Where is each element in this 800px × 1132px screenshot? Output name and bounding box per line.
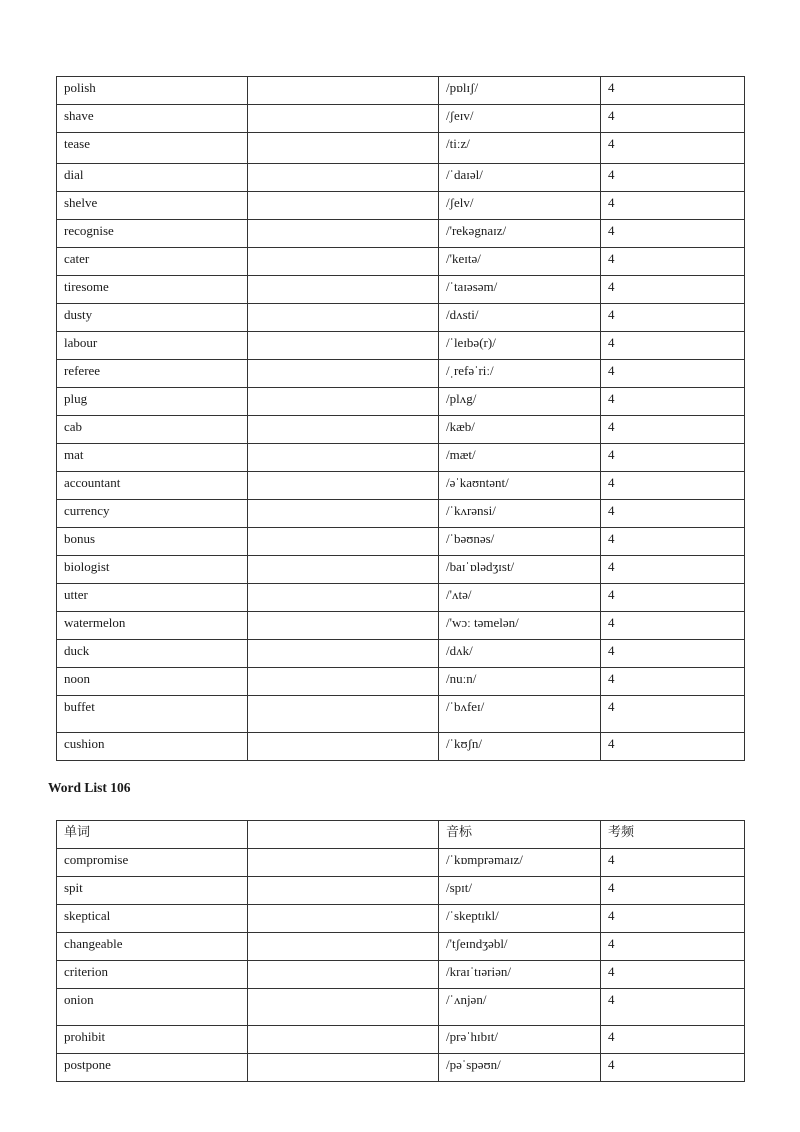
cell-word: changeable bbox=[57, 933, 248, 961]
cell-meaning bbox=[248, 612, 439, 640]
cell-word: postpone bbox=[57, 1054, 248, 1082]
cell-meaning bbox=[248, 220, 439, 248]
header-word: 单词 bbox=[57, 821, 248, 849]
cell-phonetic: /ˈʌnjən/ bbox=[439, 989, 601, 1026]
cell-word: plug bbox=[57, 388, 248, 416]
cell-word: dusty bbox=[57, 304, 248, 332]
cell-phonetic: /ʃeɪv/ bbox=[439, 105, 601, 133]
cell-word: mat bbox=[57, 444, 248, 472]
cell-frequency: 4 bbox=[601, 696, 745, 733]
cell-phonetic: /ˈleɪbə(r)/ bbox=[439, 332, 601, 360]
table-row bbox=[57, 933, 745, 961]
cell-meaning bbox=[248, 849, 439, 877]
header-phonetic: 音标 bbox=[439, 821, 601, 849]
cell-meaning bbox=[248, 472, 439, 500]
cell-meaning bbox=[248, 77, 439, 105]
cell-phonetic: /plʌg/ bbox=[439, 388, 601, 416]
cell-meaning bbox=[248, 444, 439, 472]
table-row bbox=[57, 133, 745, 164]
header-frequency: 考频 bbox=[601, 821, 745, 849]
table-row bbox=[57, 961, 745, 989]
cell-frequency: 4 bbox=[601, 276, 745, 304]
table-row bbox=[57, 556, 745, 584]
cell-meaning bbox=[248, 1054, 439, 1082]
cell-frequency: 4 bbox=[601, 388, 745, 416]
cell-meaning bbox=[248, 640, 439, 668]
cell-word: currency bbox=[57, 500, 248, 528]
table-row bbox=[57, 444, 745, 472]
cell-phonetic: /ˌrefəˈriː/ bbox=[439, 360, 601, 388]
table-row bbox=[57, 849, 745, 877]
cell-meaning bbox=[248, 248, 439, 276]
cell-meaning bbox=[248, 388, 439, 416]
cell-frequency: 4 bbox=[601, 961, 745, 989]
cell-phonetic: /nuːn/ bbox=[439, 668, 601, 696]
cell-frequency: 4 bbox=[601, 220, 745, 248]
cell-phonetic: /'rekəgnaɪz/ bbox=[439, 220, 601, 248]
table-row bbox=[57, 733, 745, 761]
cell-frequency: 4 bbox=[601, 105, 745, 133]
table-row bbox=[57, 877, 745, 905]
cell-frequency: 4 bbox=[601, 877, 745, 905]
cell-frequency: 4 bbox=[601, 304, 745, 332]
cell-frequency: 4 bbox=[601, 668, 745, 696]
table-row bbox=[57, 416, 745, 444]
table-row bbox=[57, 528, 745, 556]
word-table-1 bbox=[56, 76, 745, 761]
cell-phonetic: /prəˈhɪbɪt/ bbox=[439, 1026, 601, 1054]
cell-meaning bbox=[248, 105, 439, 133]
table-row bbox=[57, 248, 745, 276]
cell-phonetic: /kæb/ bbox=[439, 416, 601, 444]
table-row bbox=[57, 905, 745, 933]
cell-word: onion bbox=[57, 989, 248, 1026]
cell-word: shelve bbox=[57, 192, 248, 220]
cell-word: bonus bbox=[57, 528, 248, 556]
cell-frequency: 4 bbox=[601, 164, 745, 192]
cell-frequency: 4 bbox=[601, 612, 745, 640]
cell-phonetic: /spɪt/ bbox=[439, 877, 601, 905]
cell-phonetic: /'tʃeɪndʒəbl/ bbox=[439, 933, 601, 961]
cell-word: criterion bbox=[57, 961, 248, 989]
cell-meaning bbox=[248, 500, 439, 528]
cell-word: buffet bbox=[57, 696, 248, 733]
cell-phonetic: /əˈkaʊntənt/ bbox=[439, 472, 601, 500]
cell-word: spit bbox=[57, 877, 248, 905]
cell-word: duck bbox=[57, 640, 248, 668]
cell-meaning bbox=[248, 989, 439, 1026]
table-row bbox=[57, 696, 745, 733]
cell-phonetic: /dʌsti/ bbox=[439, 304, 601, 332]
cell-frequency: 4 bbox=[601, 933, 745, 961]
table-row bbox=[57, 360, 745, 388]
cell-frequency: 4 bbox=[601, 133, 745, 164]
table-row bbox=[57, 612, 745, 640]
cell-meaning bbox=[248, 1026, 439, 1054]
cell-meaning bbox=[248, 192, 439, 220]
cell-meaning bbox=[248, 133, 439, 164]
table-row bbox=[57, 584, 745, 612]
cell-meaning bbox=[248, 360, 439, 388]
cell-word: referee bbox=[57, 360, 248, 388]
cell-frequency: 4 bbox=[601, 849, 745, 877]
cell-word: labour bbox=[57, 332, 248, 360]
cell-frequency: 4 bbox=[601, 584, 745, 612]
cell-frequency: 4 bbox=[601, 1054, 745, 1082]
cell-word: cushion bbox=[57, 733, 248, 761]
cell-word: compromise bbox=[57, 849, 248, 877]
cell-meaning bbox=[248, 416, 439, 444]
table-row bbox=[57, 332, 745, 360]
cell-meaning bbox=[248, 584, 439, 612]
cell-frequency: 4 bbox=[601, 556, 745, 584]
cell-meaning bbox=[248, 332, 439, 360]
cell-meaning bbox=[248, 877, 439, 905]
cell-frequency: 4 bbox=[601, 472, 745, 500]
cell-frequency: 4 bbox=[601, 248, 745, 276]
table-row bbox=[57, 192, 745, 220]
cell-word: tiresome bbox=[57, 276, 248, 304]
cell-word: dial bbox=[57, 164, 248, 192]
cell-phonetic: /kraɪˈtɪəriən/ bbox=[439, 961, 601, 989]
cell-meaning bbox=[248, 733, 439, 761]
cell-word: noon bbox=[57, 668, 248, 696]
cell-word: shave bbox=[57, 105, 248, 133]
cell-frequency: 4 bbox=[601, 989, 745, 1026]
section-title: Word List 106 bbox=[48, 780, 131, 795]
cell-phonetic: /ˈbəʊnəs/ bbox=[439, 528, 601, 556]
cell-frequency: 4 bbox=[601, 444, 745, 472]
cell-frequency: 4 bbox=[601, 77, 745, 105]
table-row bbox=[57, 276, 745, 304]
cell-phonetic: /ˈdaɪəl/ bbox=[439, 164, 601, 192]
cell-phonetic: /ˈbʌfeɪ/ bbox=[439, 696, 601, 733]
table-row bbox=[57, 77, 745, 105]
cell-frequency: 4 bbox=[601, 192, 745, 220]
cell-word: skeptical bbox=[57, 905, 248, 933]
cell-word: prohibit bbox=[57, 1026, 248, 1054]
cell-word: accountant bbox=[57, 472, 248, 500]
cell-word: cab bbox=[57, 416, 248, 444]
cell-word: polish bbox=[57, 77, 248, 105]
cell-phonetic: /ˈskeptɪkl/ bbox=[439, 905, 601, 933]
cell-phonetic: /ˈkɒmprəmaɪz/ bbox=[439, 849, 601, 877]
table-row bbox=[57, 1054, 745, 1082]
cell-meaning bbox=[248, 961, 439, 989]
cell-meaning bbox=[248, 528, 439, 556]
cell-frequency: 4 bbox=[601, 332, 745, 360]
cell-frequency: 4 bbox=[601, 416, 745, 444]
cell-phonetic: /mæt/ bbox=[439, 444, 601, 472]
cell-frequency: 4 bbox=[601, 1026, 745, 1054]
cell-meaning bbox=[248, 276, 439, 304]
cell-phonetic: /'wɔː təmelən/ bbox=[439, 612, 601, 640]
cell-phonetic: /ʃelv/ bbox=[439, 192, 601, 220]
cell-word: watermelon bbox=[57, 612, 248, 640]
cell-meaning bbox=[248, 668, 439, 696]
cell-meaning bbox=[248, 933, 439, 961]
cell-word: biologist bbox=[57, 556, 248, 584]
cell-meaning bbox=[248, 164, 439, 192]
cell-phonetic: /'ʌtə/ bbox=[439, 584, 601, 612]
cell-phonetic: /baɪˈɒlədʒɪst/ bbox=[439, 556, 601, 584]
cell-phonetic: /pɒlɪʃ/ bbox=[439, 77, 601, 105]
table-row bbox=[57, 500, 745, 528]
table-row bbox=[57, 1026, 745, 1054]
table-row bbox=[57, 105, 745, 133]
table-row bbox=[57, 220, 745, 248]
table-row bbox=[57, 164, 745, 192]
cell-meaning bbox=[248, 556, 439, 584]
cell-word: recognise bbox=[57, 220, 248, 248]
cell-phonetic: /pəˈspəʊn/ bbox=[439, 1054, 601, 1082]
cell-phonetic: /ˈkʌrənsi/ bbox=[439, 500, 601, 528]
cell-phonetic: /ˈtaɪəsəm/ bbox=[439, 276, 601, 304]
cell-meaning bbox=[248, 304, 439, 332]
table-row bbox=[57, 668, 745, 696]
cell-phonetic: /dʌk/ bbox=[439, 640, 601, 668]
cell-frequency: 4 bbox=[601, 528, 745, 556]
cell-frequency: 4 bbox=[601, 640, 745, 668]
word-table-2 bbox=[56, 820, 745, 1082]
table-row bbox=[57, 989, 745, 1026]
cell-phonetic: /'keɪtə/ bbox=[439, 248, 601, 276]
cell-word: tease bbox=[57, 133, 248, 164]
cell-meaning bbox=[248, 905, 439, 933]
cell-word: cater bbox=[57, 248, 248, 276]
table-row bbox=[57, 388, 745, 416]
header-meaning bbox=[248, 821, 439, 849]
table-row bbox=[57, 640, 745, 668]
cell-word: utter bbox=[57, 584, 248, 612]
cell-frequency: 4 bbox=[601, 733, 745, 761]
cell-meaning bbox=[248, 696, 439, 733]
cell-frequency: 4 bbox=[601, 500, 745, 528]
table-header-row bbox=[57, 821, 745, 849]
table-row bbox=[57, 472, 745, 500]
cell-phonetic: /ˈkʊʃn/ bbox=[439, 733, 601, 761]
cell-phonetic: /tiːz/ bbox=[439, 133, 601, 164]
cell-frequency: 4 bbox=[601, 905, 745, 933]
table-row bbox=[57, 304, 745, 332]
cell-frequency: 4 bbox=[601, 360, 745, 388]
